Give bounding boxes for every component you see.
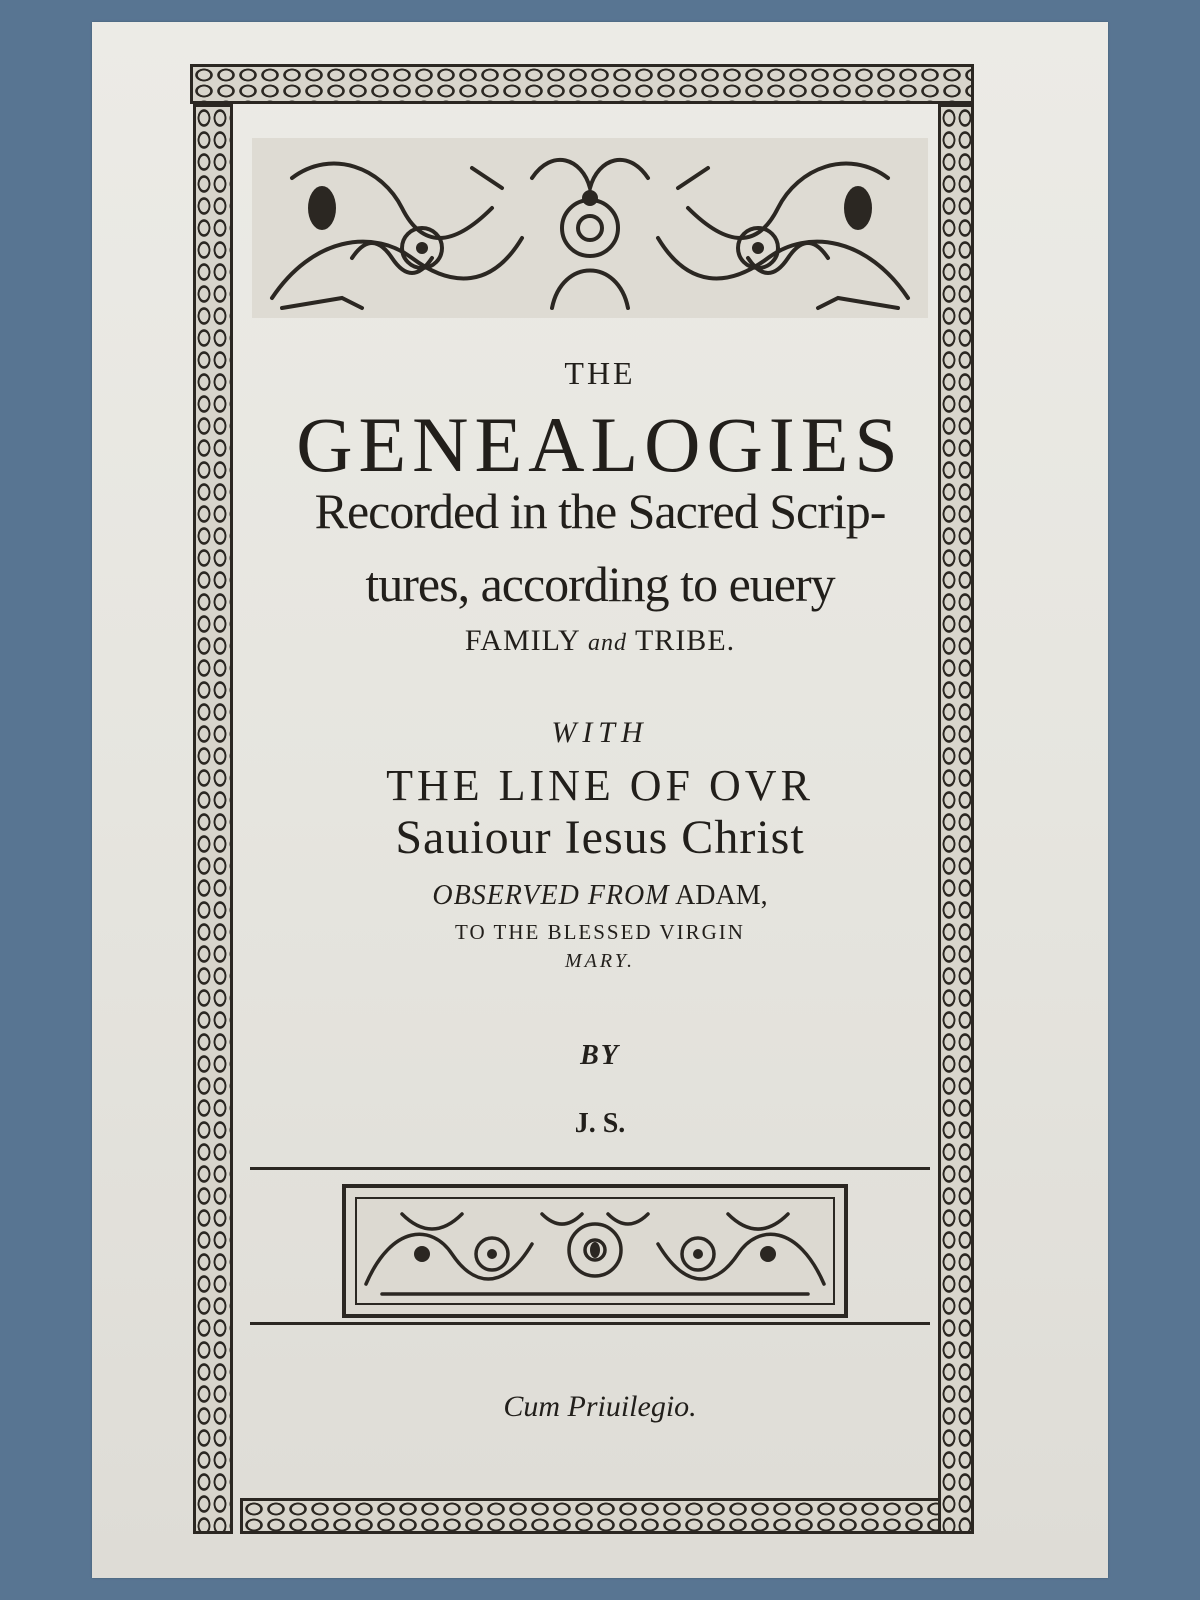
with-line: WITH bbox=[551, 716, 649, 749]
observed-from-words: OBSERVED FROM bbox=[432, 880, 670, 911]
title-genealogies: GENEALOGIES bbox=[296, 401, 904, 488]
chain-border-top bbox=[190, 64, 974, 104]
bottom-woodcut-ornament-icon bbox=[342, 1184, 848, 1318]
rule-lower bbox=[250, 1322, 930, 1325]
and-word: and bbox=[588, 630, 628, 656]
title-the: THE bbox=[564, 355, 636, 391]
privilege-line: Cum Priuilegio. bbox=[503, 1390, 697, 1423]
virgin-line: TO THE BLESSED VIRGIN bbox=[455, 920, 745, 944]
family-word: FAMILY bbox=[464, 624, 580, 657]
family-tribe-line bbox=[0, 624, 1200, 658]
subtitle-line-2: tures, according to euery bbox=[365, 556, 835, 612]
adam-word: ADAM, bbox=[675, 880, 768, 911]
by-line: BY bbox=[580, 1040, 620, 1071]
tribe-word: TRIBE. bbox=[634, 624, 736, 657]
mary-line: MARY. bbox=[564, 950, 636, 972]
rule-upper bbox=[250, 1167, 930, 1170]
top-woodcut-ornament-icon bbox=[252, 138, 928, 318]
line-of-our-heading: THE LINE OF OVR bbox=[386, 761, 814, 810]
author-initials: J. S. bbox=[574, 1108, 626, 1139]
saviour-line: Sauiour Iesus Christ bbox=[395, 811, 805, 864]
chain-border-bottom bbox=[240, 1498, 972, 1534]
observed-line bbox=[0, 880, 1200, 912]
subtitle-line-1: Recorded in the Sacred Scrip- bbox=[314, 483, 886, 539]
